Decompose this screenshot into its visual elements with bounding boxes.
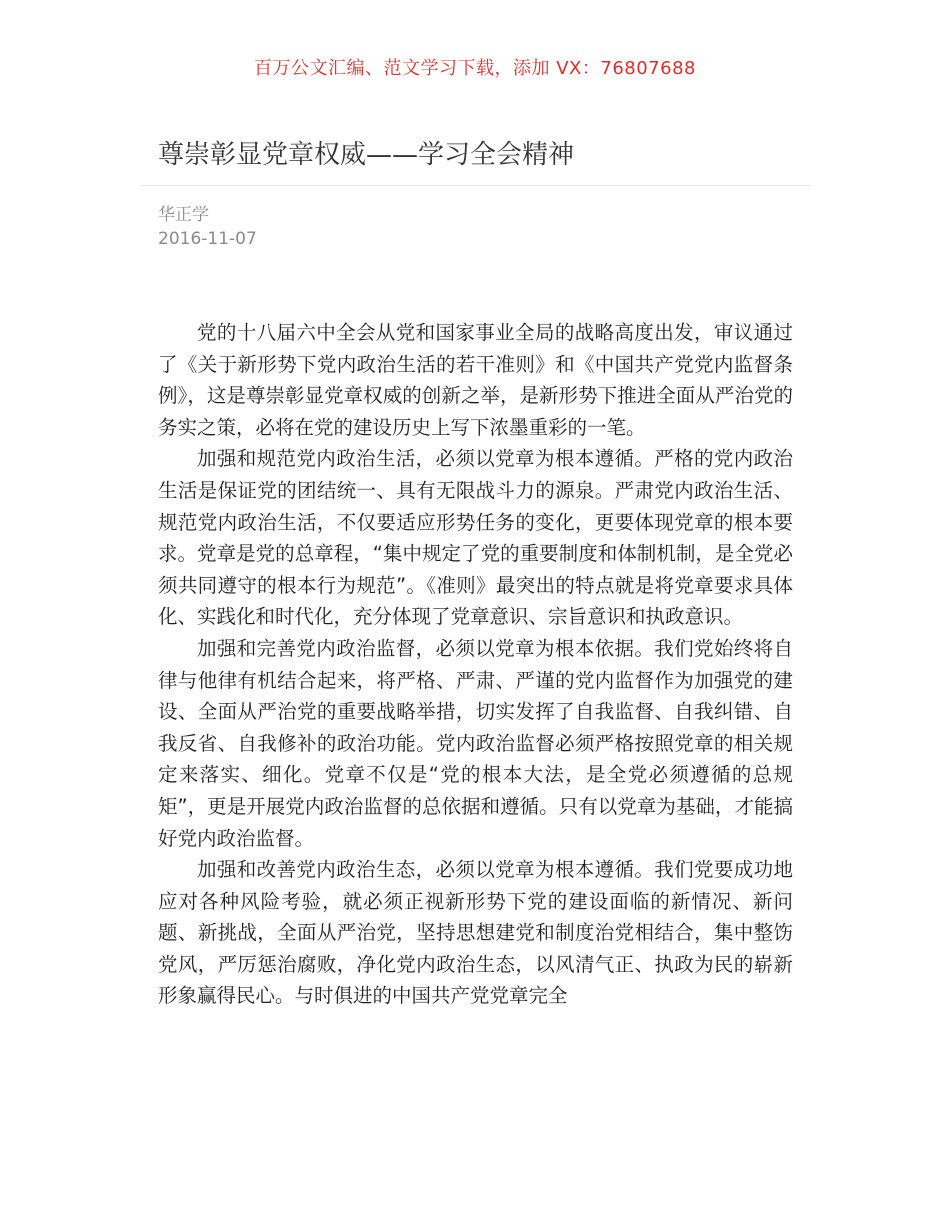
title-divider <box>140 185 810 186</box>
article-author: 华正学 <box>158 205 209 225</box>
article-body <box>158 317 793 1012</box>
body-paragraph: 加强和完善党内政治监督，必须以党章为根本依据。我们党始终将自律与他律有机结合起来，将严格、严肃、严谨的党内监督作为加强党的建设、全面从严治党的重要战略举措，切实发挥了自我监督、自我纠错、自我反省、自我修补的政治功能。党内政治监督必须严格按照党章的相关规定来落实、细化。党章不仅是“党的根本大法，是全党必须遵循的总规矩”，更是开展党内政治监督的总依据和遵循。只有以党章为基础，才能搞好党内政治监督。 <box>158 636 793 850</box>
article-title: 尊崇彰显党章权威——学习全会精神 <box>158 140 575 170</box>
body-paragraph: 加强和规范党内政治生活，必须以党章为根本遵循。严格的党内政治生活是保证党的团结统一、具有无限战斗力的源泉。严肃党内政治生活、规范党内政治生活，不仅要适应形势任务的变化，更要体现党章的根本要求。党章是党的总章程，“集中规定了党的重要制度和体制机制，是全党必须共同遵守的根本行为规范”。《准则》最突出的特点就是将党章要求具体化、实践化和时代化，充分体现了党章意识、宗旨意识和执政意识。 <box>158 447 793 629</box>
watermark-banner: 百万公文汇编、范文学习下载，添加 VX：76807688 <box>254 58 696 79</box>
body-paragraph: 加强和改善党内政治生态，必须以党章为根本遵循。我们党要成功地应对各种风险考验，就必须正视新形势下党的建设面临的新情况、新问题、新挑战，全面从严治党，坚持思想建党和制度治党相结合，集中整饬党风，严厉惩治腐败，净化党内政治生态，以风清气正、执政为民的崭新形象赢得民心。与时俱进的中国共产党党章完全 <box>158 858 793 1008</box>
body-paragraph: 党的十八届六中全会从党和国家事业全局的战略高度出发，审议通过了《关于新形势下党内政治生活的若干准则》和《中国共产党党内监督条例》，这是尊崇彰显党章权威的创新之举，是新形势下推进全面从严治党的务实之策，必将在党的建设历史上写下浓墨重彩的一笔。 <box>158 321 793 439</box>
article-date: 2016-11-07 <box>158 229 257 249</box>
